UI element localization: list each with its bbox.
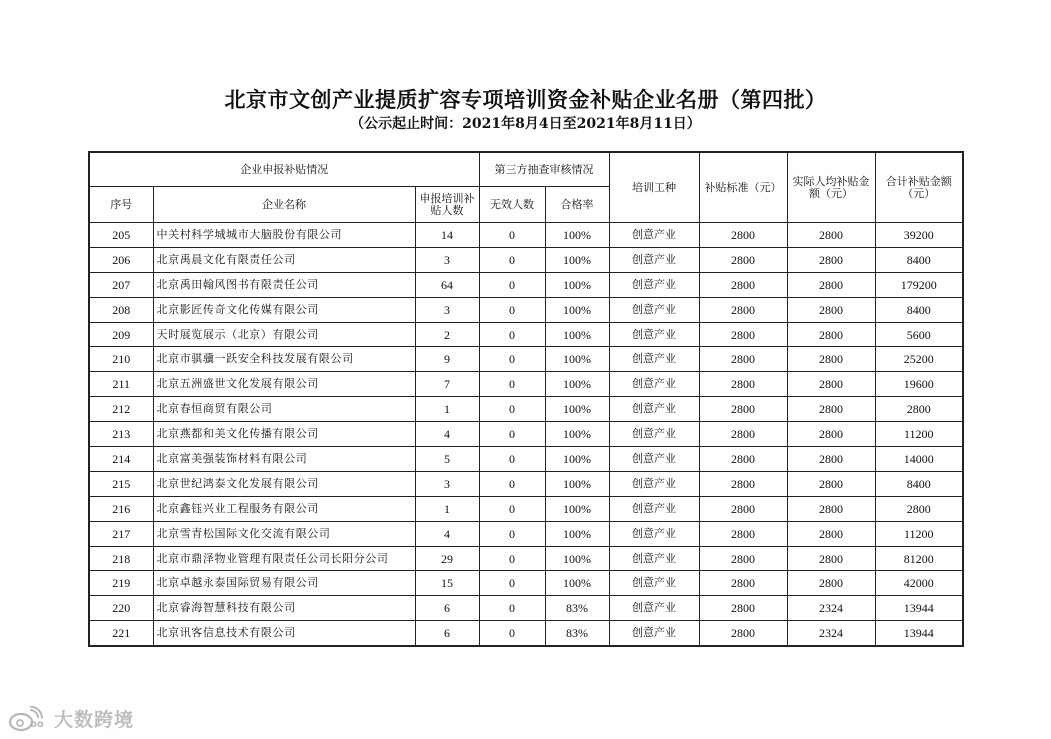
cell-total: 2800: [875, 397, 963, 422]
cell-invalid: 0: [479, 621, 545, 646]
weibo-logo-icon: [8, 706, 48, 732]
cell-company: 天时展览展示（北京）有限公司: [153, 322, 415, 347]
cell-seq: 206: [89, 247, 153, 272]
cell-applied: 3: [415, 247, 479, 272]
cell-training-type: 创意产业: [609, 297, 699, 322]
cell-seq: 212: [89, 397, 153, 422]
cell-actual-avg: 2800: [787, 397, 875, 422]
cell-actual-avg: 2800: [787, 297, 875, 322]
cell-pass-rate: 83%: [545, 621, 609, 646]
cell-pass-rate: 100%: [545, 447, 609, 472]
cell-applied: 2: [415, 322, 479, 347]
cell-pass-rate: 100%: [545, 322, 609, 347]
col-header-invalid: 无效人数: [479, 187, 545, 223]
subsidy-table: [88, 151, 964, 647]
cell-pass-rate: 100%: [545, 247, 609, 272]
cell-seq: 219: [89, 571, 153, 596]
col-header-standard: 补贴标准（元）: [699, 152, 787, 223]
document-subtitle: （公示起止时间：2021年8月4日至2021年8月11日）: [350, 116, 701, 132]
cell-seq: 211: [89, 372, 153, 397]
table-row: [89, 596, 963, 621]
cell-total: 19600: [875, 372, 963, 397]
cell-pass-rate: 100%: [545, 422, 609, 447]
cell-actual-avg: 2324: [787, 621, 875, 646]
cell-invalid: 0: [479, 297, 545, 322]
table-row: [89, 447, 963, 472]
cell-standard: 2800: [699, 297, 787, 322]
cell-invalid: 0: [479, 596, 545, 621]
cell-company: 中关村科学城城市大脑股份有限公司: [153, 223, 415, 248]
cell-actual-avg: 2800: [787, 422, 875, 447]
cell-total: 11200: [875, 422, 963, 447]
cell-seq: 214: [89, 447, 153, 472]
col-header-applied: 申报培训补贴人数: [415, 187, 479, 223]
cell-training-type: 创意产业: [609, 322, 699, 347]
cell-actual-avg: 2800: [787, 372, 875, 397]
cell-actual-avg: 2800: [787, 496, 875, 521]
cell-seq: 208: [89, 297, 153, 322]
cell-actual-avg: 2800: [787, 322, 875, 347]
table-row: [89, 546, 963, 571]
cell-seq: 218: [89, 546, 153, 571]
cell-standard: 2800: [699, 322, 787, 347]
table-row: [89, 496, 963, 521]
cell-total: 179200: [875, 272, 963, 297]
cell-total: 8400: [875, 297, 963, 322]
table-row: [89, 272, 963, 297]
col-header-actual-avg: 实际人均补贴金额（元）: [787, 152, 875, 223]
cell-company: 北京世纪鸿泰文化发展有限公司: [153, 471, 415, 496]
table-row: [89, 223, 963, 248]
cell-seq: 205: [89, 223, 153, 248]
cell-invalid: 0: [479, 422, 545, 447]
cell-training-type: 创意产业: [609, 347, 699, 372]
cell-applied: 4: [415, 521, 479, 546]
watermark: [8, 705, 134, 732]
table-row: [89, 621, 963, 646]
cell-pass-rate: 100%: [545, 372, 609, 397]
group-header-audit: 第三方抽查审核情况: [479, 152, 609, 187]
cell-company: 北京禹田翰风图书有限责任公司: [153, 272, 415, 297]
svg-text:oo: oo: [30, 718, 44, 730]
cell-standard: 2800: [699, 571, 787, 596]
cell-training-type: 创意产业: [609, 422, 699, 447]
cell-invalid: 0: [479, 347, 545, 372]
table-row: [89, 521, 963, 546]
cell-pass-rate: 100%: [545, 297, 609, 322]
cell-pass-rate: 100%: [545, 347, 609, 372]
cell-seq: 217: [89, 521, 153, 546]
table-row: [89, 571, 963, 596]
cell-standard: 2800: [699, 397, 787, 422]
cell-invalid: 0: [479, 496, 545, 521]
cell-invalid: 0: [479, 322, 545, 347]
cell-pass-rate: 100%: [545, 223, 609, 248]
cell-applied: 5: [415, 447, 479, 472]
cell-actual-avg: 2800: [787, 223, 875, 248]
cell-training-type: 创意产业: [609, 247, 699, 272]
cell-total: 14000: [875, 447, 963, 472]
cell-standard: 2800: [699, 546, 787, 571]
cell-company: 北京富美强装饰材料有限公司: [153, 447, 415, 472]
cell-actual-avg: 2324: [787, 596, 875, 621]
cell-actual-avg: 2800: [787, 347, 875, 372]
cell-training-type: 创意产业: [609, 447, 699, 472]
cell-pass-rate: 100%: [545, 571, 609, 596]
col-header-seq: 序号: [89, 187, 153, 223]
cell-standard: 2800: [699, 247, 787, 272]
cell-company: 北京燕都和美文化传播有限公司: [153, 422, 415, 447]
cell-standard: 2800: [699, 223, 787, 248]
cell-applied: 64: [415, 272, 479, 297]
cell-actual-avg: 2800: [787, 471, 875, 496]
cell-total: 5600: [875, 322, 963, 347]
cell-applied: 15: [415, 571, 479, 596]
cell-seq: 207: [89, 272, 153, 297]
cell-seq: 221: [89, 621, 153, 646]
cell-standard: 2800: [699, 447, 787, 472]
cell-standard: 2800: [699, 596, 787, 621]
col-header-pass-rate: 合格率: [545, 187, 609, 223]
cell-invalid: 0: [479, 372, 545, 397]
table-row: [89, 471, 963, 496]
cell-applied: 6: [415, 596, 479, 621]
cell-pass-rate: 100%: [545, 397, 609, 422]
cell-pass-rate: 100%: [545, 546, 609, 571]
cell-seq: 215: [89, 471, 153, 496]
cell-applied: 4: [415, 422, 479, 447]
cell-invalid: 0: [479, 397, 545, 422]
cell-applied: 1: [415, 397, 479, 422]
cell-invalid: 0: [479, 247, 545, 272]
cell-company: 北京讯客信息技术有限公司: [153, 621, 415, 646]
cell-seq: 216: [89, 496, 153, 521]
cell-applied: 14: [415, 223, 479, 248]
cell-applied: 6: [415, 621, 479, 646]
cell-applied: 9: [415, 347, 479, 372]
cell-standard: 2800: [699, 347, 787, 372]
col-header-training-type: 培训工种: [609, 152, 699, 223]
cell-invalid: 0: [479, 571, 545, 596]
cell-applied: 29: [415, 546, 479, 571]
table-row: [89, 347, 963, 372]
cell-training-type: 创意产业: [609, 571, 699, 596]
cell-training-type: 创意产业: [609, 621, 699, 646]
cell-company: 北京禹晨文化有限责任公司: [153, 247, 415, 272]
cell-pass-rate: 100%: [545, 521, 609, 546]
cell-training-type: 创意产业: [609, 223, 699, 248]
table-row: [89, 322, 963, 347]
cell-training-type: 创意产业: [609, 397, 699, 422]
cell-company: 北京市鼎泽物业管理有限责任公司长阳分公司: [153, 546, 415, 571]
cell-total: 8400: [875, 471, 963, 496]
cell-standard: 2800: [699, 471, 787, 496]
cell-total: 25200: [875, 347, 963, 372]
cell-applied: 7: [415, 372, 479, 397]
cell-training-type: 创意产业: [609, 546, 699, 571]
cell-standard: 2800: [699, 272, 787, 297]
cell-pass-rate: 100%: [545, 471, 609, 496]
cell-training-type: 创意产业: [609, 272, 699, 297]
cell-invalid: 0: [479, 546, 545, 571]
cell-training-type: 创意产业: [609, 496, 699, 521]
cell-applied: 1: [415, 496, 479, 521]
cell-seq: 213: [89, 422, 153, 447]
cell-invalid: 0: [479, 272, 545, 297]
cell-training-type: 创意产业: [609, 521, 699, 546]
table-row: [89, 422, 963, 447]
cell-invalid: 0: [479, 521, 545, 546]
cell-invalid: 0: [479, 471, 545, 496]
cell-company: 北京雪青松国际文化交流有限公司: [153, 521, 415, 546]
cell-actual-avg: 2800: [787, 521, 875, 546]
cell-company: 北京市骐骥一跃安全科技发展有限公司: [153, 347, 415, 372]
cell-company: 北京睿海智慧科技有限公司: [153, 596, 415, 621]
cell-company: 北京影匠传奇文化传媒有限公司: [153, 297, 415, 322]
cell-company: 北京卓越永泰国际贸易有限公司: [153, 571, 415, 596]
cell-total: 13944: [875, 621, 963, 646]
cell-total: 81200: [875, 546, 963, 571]
cell-training-type: 创意产业: [609, 372, 699, 397]
cell-training-type: 创意产业: [609, 471, 699, 496]
cell-company: 北京五洲盛世文化发展有限公司: [153, 372, 415, 397]
cell-pass-rate: 83%: [545, 596, 609, 621]
cell-standard: 2800: [699, 422, 787, 447]
cell-seq: 210: [89, 347, 153, 372]
cell-company: 北京春恒商贸有限公司: [153, 397, 415, 422]
cell-total: 42000: [875, 571, 963, 596]
table-body: [89, 223, 963, 647]
cell-actual-avg: 2800: [787, 546, 875, 571]
group-header-enterprise: 企业申报补贴情况: [89, 152, 479, 187]
cell-standard: 2800: [699, 521, 787, 546]
cell-total: 13944: [875, 596, 963, 621]
cell-total: 39200: [875, 223, 963, 248]
cell-standard: 2800: [699, 496, 787, 521]
cell-training-type: 创意产业: [609, 596, 699, 621]
col-header-company: 企业名称: [153, 187, 415, 223]
cell-invalid: 0: [479, 447, 545, 472]
cell-standard: 2800: [699, 621, 787, 646]
table-row: [89, 247, 963, 272]
cell-pass-rate: 100%: [545, 272, 609, 297]
cell-applied: 3: [415, 297, 479, 322]
cell-seq: 220: [89, 596, 153, 621]
table-row: [89, 297, 963, 322]
cell-actual-avg: 2800: [787, 447, 875, 472]
cell-total: 11200: [875, 521, 963, 546]
cell-invalid: 0: [479, 223, 545, 248]
cell-total: 8400: [875, 247, 963, 272]
document-title: 北京市文创产业提质扩容专项培训资金补贴企业名册（第四批）: [224, 87, 827, 112]
cell-standard: 2800: [699, 372, 787, 397]
table-row: [89, 397, 963, 422]
cell-total: 2800: [875, 496, 963, 521]
cell-pass-rate: 100%: [545, 496, 609, 521]
watermark-text: 大数跨境: [54, 709, 135, 731]
cell-actual-avg: 2800: [787, 247, 875, 272]
table-row: [89, 372, 963, 397]
cell-company: 北京鑫钰兴业工程服务有限公司: [153, 496, 415, 521]
cell-actual-avg: 2800: [787, 272, 875, 297]
cell-applied: 3: [415, 471, 479, 496]
col-header-total: 合计补贴金额（元）: [875, 152, 963, 223]
cell-actual-avg: 2800: [787, 571, 875, 596]
cell-seq: 209: [89, 322, 153, 347]
